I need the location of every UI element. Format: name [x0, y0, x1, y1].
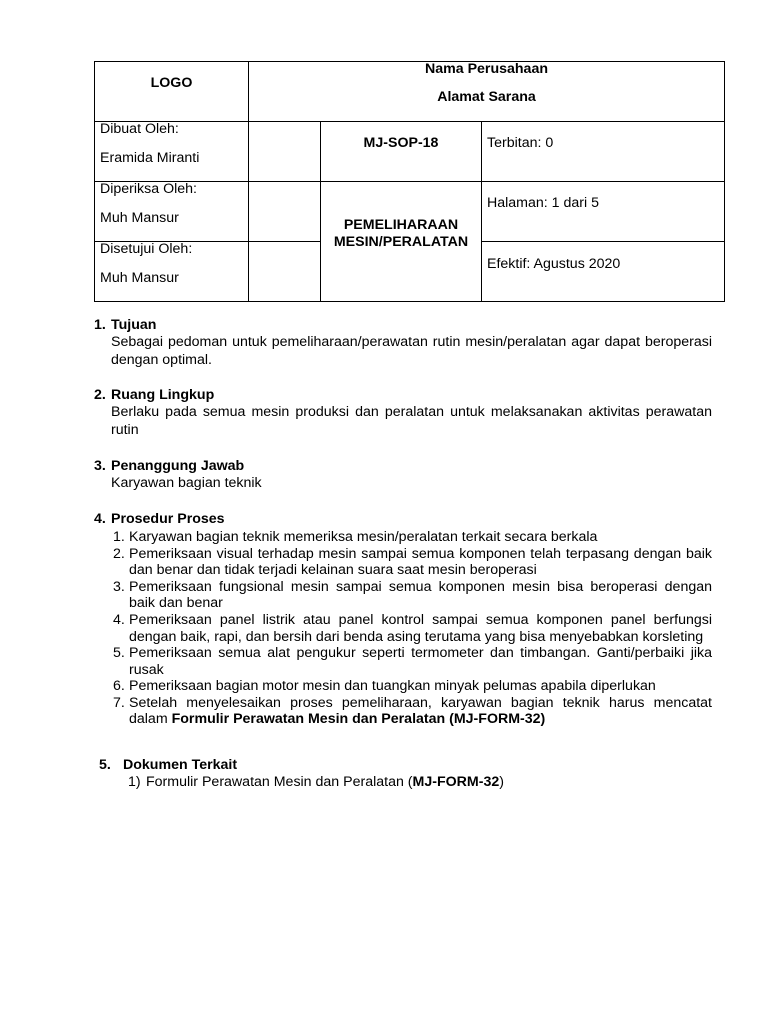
step-number: 4. [113, 612, 125, 629]
form-reference: Formulir Perawatan Mesin dan Peralatan (MJ-FORM-32) [171, 711, 546, 728]
blank-signature-cell-approved [248, 241, 321, 302]
document-code-cell [320, 121, 482, 182]
step-line: Pemeriksaan bagian motor mesin dan tuangkan minyak pelumas apabila diperlukan [129, 678, 656, 695]
procedure-step [111, 579, 712, 612]
step-text [129, 645, 712, 678]
step-number: 1. [113, 529, 125, 546]
section-procedure [94, 511, 712, 728]
step-text [129, 612, 712, 645]
section-body [111, 529, 712, 728]
created-by-cell [94, 121, 249, 182]
step-number: 2. [113, 545, 125, 562]
related-document-code: MJ-FORM-32 [412, 774, 500, 791]
checked-by-cell [94, 181, 249, 242]
section-related-documents [99, 757, 712, 792]
blank-signature-cell-checked [248, 181, 321, 242]
step-text [129, 529, 712, 546]
step-line: dengan baik, rapi, dan bersih dari benda asing terutama yang bisa menyebabkan korsleting [129, 628, 704, 645]
related-document-number: 1) [128, 774, 141, 791]
related-document-title: Formulir Perawatan Mesin dan Peralatan ( [146, 774, 413, 791]
step-number: 3. [113, 578, 125, 595]
section-heading-row [94, 317, 712, 334]
checked-by-name: Muh Mansur [100, 210, 179, 227]
step-text [129, 579, 712, 612]
effective-date: Efektif: Agustus 2020 [487, 256, 621, 273]
approved-by-cell [94, 241, 249, 302]
step-number: 6. [113, 678, 125, 695]
step-line: Pemeriksaan semua alat pengukur seperti termometer dan timbangan. Ganti/perbaiki jika [129, 645, 712, 662]
section-purpose [94, 317, 712, 369]
step-text [129, 546, 712, 579]
section-heading: Tujuan [111, 317, 157, 333]
document-title-line: MESIN/PERALATAN [333, 234, 469, 251]
paragraph-line: rutin [111, 421, 139, 438]
section-heading-row [99, 757, 712, 774]
section-paragraph [111, 404, 712, 439]
company-cell [248, 61, 725, 122]
approved-by-name: Muh Mansur [100, 270, 179, 287]
step-line: Pemeriksaan visual terhadap mesin sampai semua komponen telah terpasang dengan baik [129, 545, 712, 562]
step-line-text: dalam [129, 711, 172, 728]
section-responsibility [94, 458, 712, 493]
created-by-label: Dibuat Oleh: [100, 121, 179, 137]
issue-cell [481, 121, 725, 182]
paragraph-line: Berlaku pada semua mesin produksi dan peralatan untuk melaksanakan aktivitas perawatan [111, 404, 712, 421]
approved-by-label: Disetujui Oleh: [100, 241, 193, 257]
section-heading-row [94, 387, 712, 404]
paragraph-line: dengan optimal. [111, 351, 212, 368]
step-line: Setelah menyelesaikan proses pemeliharaan, karyawan bagian teknik harus mencatat [129, 694, 712, 711]
related-document-text [146, 774, 504, 791]
section-heading-row [94, 458, 712, 475]
document-title-line: PEMELIHARAAN [343, 217, 459, 234]
issue-number: Terbitan: 0 [487, 135, 554, 152]
procedure-step [111, 695, 712, 728]
step-line [129, 711, 712, 728]
procedure-steps [111, 529, 712, 728]
section-number: 2. [94, 387, 106, 403]
blank-signature-cell-created [248, 121, 321, 182]
section-number: 4. [94, 511, 106, 527]
procedure-step [111, 546, 712, 579]
section-scope [94, 387, 712, 439]
section-number: 1. [94, 317, 106, 333]
logo-placeholder: LOGO [150, 75, 193, 92]
effective-cell [481, 241, 725, 302]
step-text [129, 678, 712, 695]
created-by-name: Eramida Miranti [100, 150, 200, 167]
paragraph-line: Sebagai pedoman untuk pemeliharaan/perawatan rutin mesin/peralatan agar dapat beroperasi [111, 334, 712, 351]
procedure-step [111, 678, 712, 695]
procedure-step [111, 529, 712, 546]
step-line: baik dan benar [129, 595, 223, 612]
section-heading-row [94, 511, 712, 528]
company-name: Nama Perusahaan [424, 61, 549, 77]
step-number: 7. [113, 694, 125, 711]
checked-by-label: Diperiksa Oleh: [100, 181, 197, 197]
step-line: dan benar dan tidak terjadi kelainan suara saat mesin beroperasi [129, 562, 537, 579]
step-line: Karyawan bagian teknik memeriksa mesin/peralatan terkait secara berkala [129, 529, 598, 546]
section-heading: Ruang Lingkup [111, 387, 215, 403]
site-address: Alamat Sarana [437, 89, 536, 106]
related-document-close-paren: ) [499, 774, 504, 791]
step-text [129, 695, 712, 728]
step-line: Pemeriksaan fungsional mesin sampai semua komponen mesin bisa beroperasi dengan [129, 578, 712, 595]
logo-cell [94, 61, 249, 122]
page-cell [481, 181, 725, 242]
step-line: rusak [129, 661, 164, 678]
paragraph-line: Karyawan bagian teknik [111, 475, 262, 492]
procedure-step [111, 612, 712, 645]
document-header-table [94, 61, 725, 302]
section-number: 5. [99, 757, 111, 773]
procedure-step [111, 645, 712, 678]
section-number: 3. [94, 458, 106, 474]
section-heading: Penanggung Jawab [111, 458, 245, 474]
document-title-cell [320, 181, 482, 302]
section-paragraph [111, 475, 712, 492]
document-code: MJ-SOP-18 [363, 135, 439, 152]
section-heading: Dokumen Terkait [123, 757, 238, 773]
step-line: Pemeriksaan panel listrik atau panel kontrol sampai semua komponen panel berfungsi [129, 612, 712, 629]
related-document-item [128, 774, 712, 791]
related-document-list [128, 774, 712, 791]
page-number: Halaman: 1 dari 5 [487, 195, 599, 212]
step-number: 5. [113, 645, 125, 662]
section-heading: Prosedur Proses [111, 511, 225, 527]
section-paragraph [111, 334, 712, 369]
